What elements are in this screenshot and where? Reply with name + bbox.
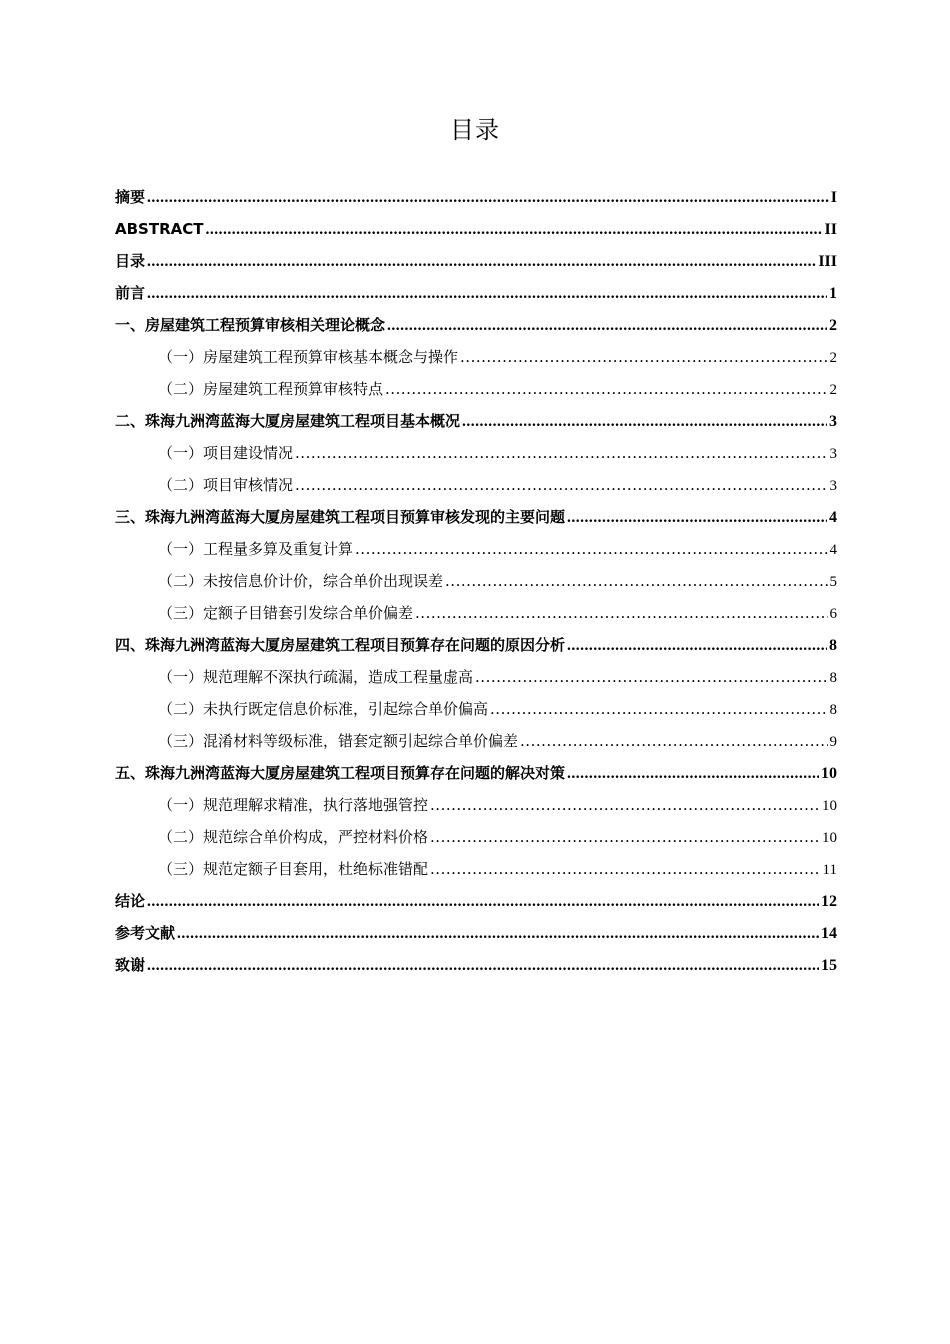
toc-entry-label: 致谢	[115, 956, 146, 974]
toc-entry-label: 工程量多算及重复计算	[203, 540, 354, 558]
toc-page-number: 3	[829, 478, 837, 494]
toc-entry-number: 四、	[115, 636, 146, 654]
toc-entry[interactable]	[115, 245, 837, 277]
toc-dot-leader	[147, 886, 819, 918]
toc-page-number: 2	[829, 317, 837, 334]
toc-entry-number: 三、	[115, 508, 146, 526]
toc-page-number: 10	[822, 798, 837, 814]
toc-entry-label: 摘要	[115, 188, 146, 206]
toc-entry-label: 规范理解求精准，执行落地强管控	[203, 796, 429, 814]
toc-page-number: 6	[829, 606, 837, 622]
toc-entry-label: 珠海九洲湾蓝海大厦房屋建筑工程项目基本概况	[145, 412, 461, 430]
toc-dot-leader	[355, 533, 827, 565]
toc-entry[interactable]	[115, 501, 837, 533]
toc-entry[interactable]	[115, 757, 837, 789]
toc-page-number: 15	[821, 957, 837, 974]
toc-page-number: 14	[821, 925, 837, 942]
toc-entry-number: （二）	[158, 476, 204, 494]
toc-entry-label: 房屋建筑工程预算审核相关理论概念	[145, 316, 386, 334]
toc-page-number: 1	[829, 285, 837, 302]
toc-dot-leader	[567, 502, 827, 534]
toc-entry-label: 结论	[115, 892, 146, 910]
toc-dot-leader	[147, 182, 829, 214]
toc-entry-label: 前言	[115, 284, 146, 302]
toc-dot-leader	[567, 630, 827, 662]
toc-entry-number: （二）	[158, 828, 204, 846]
toc-dot-leader	[147, 278, 827, 310]
toc-page-number: 3	[829, 446, 837, 462]
table-of-contents	[115, 181, 837, 981]
toc-dot-leader	[147, 246, 816, 278]
toc-entry[interactable]	[115, 821, 837, 853]
toc-entry-number: （一）	[158, 348, 204, 366]
toc-entry-label: 珠海九洲湾蓝海大厦房屋建筑工程项目预算存在问题的解决对策	[145, 764, 566, 782]
toc-entry[interactable]	[115, 405, 837, 437]
toc-entry-label: 珠海九洲湾蓝海大厦房屋建筑工程项目预算存在问题的原因分析	[145, 636, 566, 654]
toc-dot-leader	[147, 950, 819, 982]
toc-dot-leader	[462, 406, 827, 438]
toc-entry[interactable]	[115, 853, 837, 885]
toc-entry[interactable]	[115, 789, 837, 821]
toc-entry[interactable]	[115, 341, 837, 373]
toc-entry[interactable]	[115, 181, 837, 213]
toc-entry-label: 规范定额子目套用，杜绝标准错配	[203, 860, 429, 878]
toc-entry-label: 规范综合单价构成，严控材料价格	[203, 828, 429, 846]
toc-dot-leader	[567, 758, 819, 790]
toc-entry[interactable]	[115, 597, 837, 629]
toc-entry[interactable]	[115, 437, 837, 469]
toc-entry-number: （二）	[158, 700, 204, 718]
toc-entry-number: 一、	[115, 316, 146, 334]
toc-dot-leader	[445, 565, 827, 597]
toc-entry-label: 房屋建筑工程预算审核基本概念与操作	[203, 348, 459, 366]
toc-page-number: 12	[821, 893, 837, 910]
toc-page-number: 4	[829, 542, 837, 558]
toc-page-number: 8	[829, 702, 837, 718]
toc-page-number: 9	[829, 734, 837, 750]
toc-page-number: 10	[822, 830, 837, 846]
toc-entry-number: 五、	[115, 764, 146, 782]
toc-page-number: 5	[829, 574, 837, 590]
toc-entry-label: 项目建设情况	[203, 444, 294, 462]
toc-dot-leader	[430, 821, 820, 853]
toc-entry[interactable]	[115, 693, 837, 725]
toc-entry-number: （一）	[158, 540, 204, 558]
toc-page-number: 4	[829, 509, 837, 526]
toc-dot-leader	[295, 437, 827, 469]
toc-entry-label: 未执行既定信息价标准，引起综合单价偏高	[203, 700, 489, 718]
toc-entry-number: （三）	[158, 732, 204, 750]
toc-entry-label: 参考文献	[115, 924, 176, 942]
toc-entry[interactable]	[115, 373, 837, 405]
toc-dot-leader	[430, 853, 821, 885]
toc-entry-label: 未按信息价计价，综合单价出现误差	[203, 572, 444, 590]
toc-entry-number: （二）	[158, 380, 204, 398]
toc-dot-leader	[430, 789, 820, 821]
toc-entry-label: 混淆材料等级标准，错套定额引起综合单价偏差	[203, 732, 519, 750]
toc-dot-leader	[475, 661, 827, 693]
toc-entry-number: 二、	[115, 412, 146, 430]
toc-entry[interactable]	[115, 213, 837, 245]
toc-entry[interactable]	[115, 469, 837, 501]
toc-dot-leader	[205, 214, 822, 246]
toc-dot-leader	[385, 373, 827, 405]
toc-entry-label: 珠海九洲湾蓝海大厦房屋建筑工程项目预算审核发现的主要问题	[145, 508, 566, 526]
toc-page-number: III	[818, 253, 837, 270]
toc-entry-number: （一）	[158, 668, 204, 686]
toc-entry[interactable]	[115, 661, 837, 693]
toc-page-number: 3	[829, 413, 837, 430]
toc-entry-number: （二）	[158, 572, 204, 590]
toc-page-number: 2	[829, 382, 837, 398]
toc-entry[interactable]	[115, 629, 837, 661]
toc-entry[interactable]	[115, 565, 837, 597]
toc-entry[interactable]	[115, 277, 837, 309]
toc-page-number: 11	[822, 862, 837, 878]
toc-dot-leader	[415, 597, 827, 629]
toc-entry-label: ABSTRACT	[115, 220, 204, 238]
toc-entry-label: 规范理解不深执行疏漏，造成工程量虚高	[203, 668, 474, 686]
toc-dot-leader	[490, 693, 827, 725]
toc-entry-label: 项目审核情况	[203, 476, 294, 494]
toc-entry[interactable]	[115, 949, 837, 981]
toc-page-number: 2	[829, 350, 837, 366]
toc-page-number: 8	[829, 637, 837, 654]
toc-entry-number: （一）	[158, 444, 204, 462]
toc-page-number: 8	[829, 670, 837, 686]
toc-entry-label: 房屋建筑工程预算审核特点	[203, 380, 384, 398]
toc-entry[interactable]	[115, 885, 837, 917]
toc-entry[interactable]	[115, 917, 837, 949]
toc-page-number: I	[830, 189, 837, 206]
toc-dot-leader	[520, 725, 827, 757]
toc-entry-number: （三）	[158, 604, 204, 622]
toc-dot-leader	[387, 310, 827, 342]
toc-entry[interactable]	[115, 309, 837, 341]
toc-dot-leader	[460, 341, 827, 373]
toc-page-number: II	[824, 221, 837, 238]
toc-entry-label: 定额子目错套引发综合单价偏差	[203, 604, 414, 622]
toc-dot-leader	[295, 469, 827, 501]
page-title: 目录	[450, 116, 500, 144]
toc-entry[interactable]	[115, 725, 837, 757]
toc-page-number: 10	[821, 765, 837, 782]
toc-entry-number: （三）	[158, 860, 204, 878]
toc-dot-leader	[177, 918, 819, 950]
toc-entry-number: （一）	[158, 796, 204, 814]
toc-entry-label: 目录	[115, 252, 146, 270]
toc-entry[interactable]	[115, 533, 837, 565]
